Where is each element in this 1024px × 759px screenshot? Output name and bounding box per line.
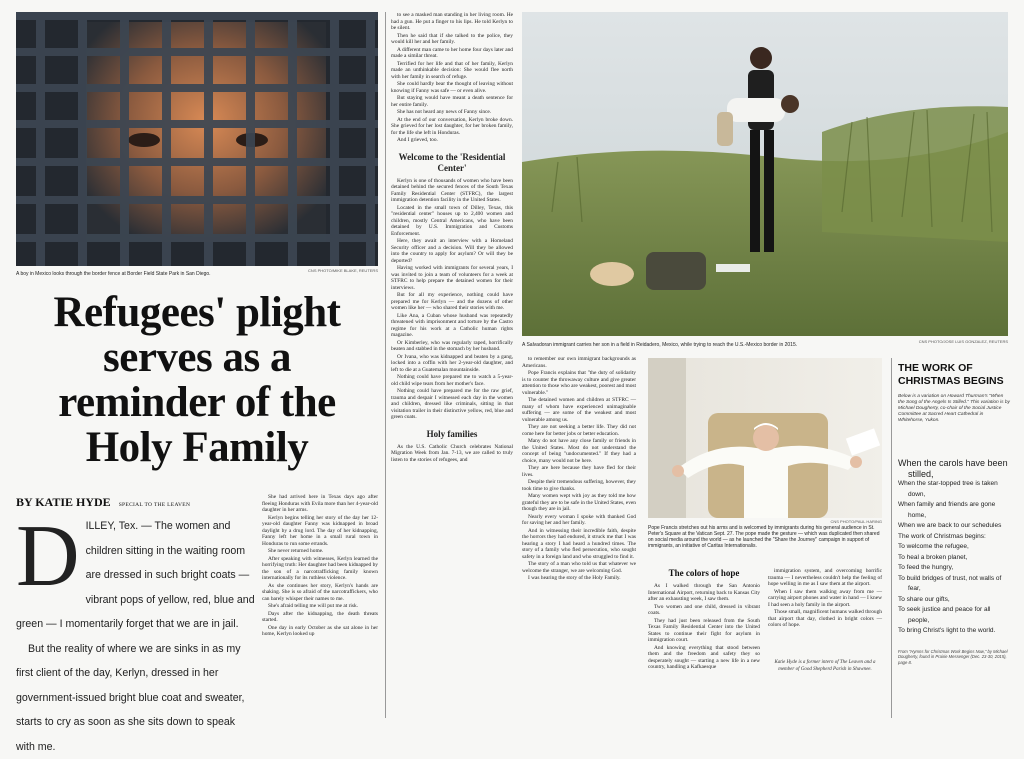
field-photo-image — [522, 12, 1008, 336]
lead-paragraph-2: But the reality of where we are sinks in as my first client of the day, Kerlyn, dressed in her government-issued bright blue coat and sweater, starts to cry as soon as she sits down to speak with me. — [16, 642, 245, 753]
sidebar-divider — [891, 358, 892, 718]
paragraph: I was hearing the story of the Holy Family. — [528, 575, 621, 581]
article-column-4 — [648, 583, 760, 713]
paragraph: immigration system, and overcoming horrific trauma — I nevertheless couldn't help the feeling of hope welling in me as I saw them at the airport. — [768, 568, 882, 587]
subhead-colors-of-hope: The colors of hope — [668, 568, 740, 578]
paragraph: Nearly every woman I spoke with thanked God for saving her and her family. — [522, 513, 636, 526]
pope-photo — [648, 358, 882, 518]
paragraph: She has not heard any news of Fanny since. — [397, 109, 492, 115]
poem-line: To seek justice and peace for all people, — [898, 606, 991, 624]
fence-photo-image — [16, 12, 378, 266]
fence-photo-credit: CNS PHOTO/MIKE BLAKE, REUTERS — [308, 268, 378, 273]
sidebar-intro: Below is a variation on Howard Thurman's "When the Song of the Angels Is Stilled." This variation is by Michael Dougherty, co-chair of the Social Justice Committee at Sacred Heart Cathedral in Whitehorse, Yukon. — [898, 394, 1010, 423]
paragraph: Or Ivana, who was kidnapped and beaten by a gang, locked into a coffin with her 2-year-old daughter, and left to die at a Guatemalan mountainside. — [391, 353, 513, 373]
fence-photo — [16, 12, 378, 266]
paragraph: And knowing everything that stood between them and the freedom and safety they so desperately sought — starting a new life in a new country, handling a Kafkaesque — [648, 644, 760, 670]
paragraph: to remember our own immigrant backgrounds as Americans. — [522, 356, 636, 369]
field-photo-credit: CNS PHOTO/JOSE LUIS GONZALEZ, REUTERS — [918, 339, 1008, 344]
poem-line: When we are back to our schedules — [898, 522, 1002, 529]
paragraph: They are here because they have fled for their lives. — [522, 465, 636, 478]
paragraph: But for all my experience, nothing could have prepared me for Kerlyn — and the dozens of other women like her — who shared their stories with me. — [391, 292, 513, 311]
paragraph: Then he said that if she talked to the police, they would kill her and her family. — [391, 32, 513, 45]
subhead-residential-center: Welcome to the 'Residential Center' — [398, 151, 506, 173]
byline-tag: SPECIAL TO THE LEAVEN — [118, 502, 191, 508]
poem-line: To welcome the refugee, — [898, 543, 969, 550]
column-divider — [385, 12, 386, 718]
field-photo — [522, 12, 1008, 336]
headline-line-3: reminder of the — [58, 379, 336, 426]
fence-photo-caption: A boy in Mexico looks through the border fence at Border Field State Park in San Diego. — [16, 271, 211, 277]
author-bio: Katie Hyde is a former intern of The Leaven and a member of Good Shepherd Parish in Shawnee. — [774, 660, 876, 672]
paragraph: They had just been released from the South Texas Family Residential Center into the United States to continue their fight for asylum in immigration court. — [648, 617, 760, 643]
headline-line-1: Refugees' plight — [53, 289, 341, 336]
paragraph: Days after the kidnapping, the death threats started. — [262, 610, 378, 623]
byline-author: BY KATIE HYDE — [16, 495, 111, 509]
paragraph: She could hardly bear the thought of leaving without knowing if Fanny was safe — or even alive. — [391, 81, 513, 94]
lead-paragraph-1: ILLEY, Tex. — The women and children sitting in the waiting room are dressed in such bright coats — vibrant pops of yellow, red, blue and green — I momentarily forget that we are in jail. — [16, 520, 255, 630]
paragraph: Many women wept with joy as they told me how grateful they are to be safe in the United States, even though they are in jail. — [522, 493, 636, 512]
article-column-5 — [768, 568, 882, 650]
poem-source: From "Hymns for Christmas Work Begins Now," by Michael Dougherty, found in Prairie Messenger (Dec. 23-30, 2015), page 8. — [898, 648, 1008, 665]
paragraph: After speaking with witnesses, Kerlyn learned the horrifying truth: Her daughter had been kidnapped by the son of a narcotrafficking family known internationally for its ruthless violence. — [262, 555, 378, 581]
paragraph: She's afraid telling me will put me at risk. — [268, 603, 359, 609]
paragraph: And in witnessing their incredible faith, despite the horrors they had endured, it struck me that I was hearing a story I had heard a hundred times. The story of a family who fled persecution, who sought safety in a foreign land and who struggled to find it. — [522, 527, 636, 560]
page-title — [16, 290, 378, 470]
paragraph: One day in early October as she sat alone in her home, Kerlyn looked up — [262, 624, 378, 637]
paragraph: She had arrived here in Texas days ago after fleeing Honduras with Evila more than her 4-year-old daughter in her arms. — [262, 494, 378, 513]
paragraph: to see a masked man standing in her living room. He had a gun. He put a finger to his lips. He told Kerlyn to be silent. — [391, 12, 513, 31]
poem — [898, 458, 1010, 637]
paragraph: As she continues her story, Kerlyn's hands are shaking. She is so afraid of the narcotraffickers, who can barely whisper their names to me. — [262, 582, 378, 602]
paragraph: As I walked through the San Antonio International Airport, returning back to Kansas City after an exhausting week, I saw them. — [648, 583, 760, 602]
paragraph: She never returned home. — [268, 548, 324, 554]
paragraph: Having worked with immigrants for several years, I was invited to join a team of volunteers for a week at STFRC to help prepare the detained women for their interviews. — [391, 265, 513, 291]
pope-photo-caption: Pope Francis stretches out his arms and is welcomed by immigrants during his general audience in St. Peter's Square at the Vatican Sept. 27. The pope made the gesture — which was duplicated then shared on social media around the world — as he launched the "Share the Journey" campaign in support of immigrants, an initiative of Caritas Internationalis. — [648, 525, 880, 549]
paragraph: At the end of our conversation, Kerlyn broke down. She grieved for her lost daughter, for her broken family, for the life she left in Honduras. — [391, 116, 513, 136]
paragraph: Many do not have any close family or friends in the United States. Most do not understand the concept of being "undocumented." If they had a choice, many would not be here. — [522, 438, 636, 464]
drop-cap: D — [16, 508, 80, 605]
lead-text — [16, 508, 256, 753]
poem-line: When the star-topped tree is taken down, — [898, 480, 998, 498]
paragraph: Pope Francis explains that "the duty of solidarity is to counter the throwaway culture and give greater attention to those who are weakest, poorest and most vulnerable." — [522, 370, 636, 396]
paragraph: And I grieved, too. — [397, 137, 438, 143]
paragraph: Like Ana, a Cuban whose husband was repeatedly threatened with imprisonment and torture by the Castro regime for his work at a Catholic human rights magazine. — [391, 312, 513, 338]
poem-line: To feed the hungry, — [898, 564, 954, 571]
poem-line: The work of Christmas begins: — [898, 532, 986, 540]
paragraph: But staying would have meant a death sentence for her entire family. — [391, 95, 513, 108]
poem-line: When the carols have been stilled, — [898, 458, 1008, 479]
headline-line-4: Holy Family — [85, 424, 309, 471]
paragraph: They are not seeking a better life. They did not come here for better jobs or better education. — [522, 424, 636, 437]
article-column-1 — [262, 494, 378, 720]
paragraph: Kerlyn begins telling her story of the day her 12-year-old daughter Fanny was kidnapped in broad daylight by a drug lord. The day of her kidnapping, Fanny left her home in a small rural town in Honduras to run some errands. — [262, 514, 378, 547]
paragraph: Terrified for her life and that of her family, Kerlyn made an unthinkable decision: She would flee north with her family in search of refuge. — [391, 60, 513, 80]
article-column-3 — [522, 356, 636, 718]
paragraph: As the U.S. Catholic Church celebrates National Migration Week from Jan. 7-13, we are called to truly listen to the stories of refugees, and — [391, 443, 513, 463]
paragraph: Kerlyn is one of thousands of women who have been detained behind the secured fences of the South Texas Family Residential Center (STFRC), the largest immigration detention facility in the United States. — [391, 177, 513, 203]
paragraph: Those small, magnificent humans walked through that airport that day, clothed in bright colors — colors of hope. — [768, 609, 882, 628]
paragraph: Or Kimberley, who was regularly raped, horrifically beaten and stabbed in the stomach by her husband. — [391, 339, 513, 352]
paragraph: Here, they await an interview with a Homeland Security officer and a decision. Will they be allowed into the country to apply for asylum? Or will they be deported? — [391, 238, 513, 264]
poem-line: To share our gifts, — [898, 595, 950, 603]
paragraph: Nothing could have prepared me for the raw grief, trauma and despair I witnessed each day in the women and children, dressed like criminals, sitting in that visitation trailer in their distinctive yellow, red, blue and green coats. — [391, 388, 513, 420]
paragraph: Two women and one child, dressed in vibrant coats. — [648, 603, 760, 616]
pope-photo-image — [648, 358, 882, 518]
paragraph: When I saw them walking away from me — carrying airport phones and water in hand — I knew I had seen a holy family in the airport. — [768, 588, 882, 608]
colors-of-hope-section — [648, 568, 760, 718]
sidebar-title: THE WORK OF CHRISTMAS BEGINS — [898, 362, 1004, 387]
poem-line: When family and friends are gone home, — [898, 501, 996, 519]
paragraph: A different man came to her home four days later and made a similar threat. — [391, 46, 513, 59]
paragraph: The detained women and children at STFRC — many of whom have experienced unimaginable suffering — are some of the weakest and most vulnerable among us. — [522, 397, 636, 423]
subhead-holy-families: Holy families — [426, 428, 478, 439]
pope-photo-credit: CNS PHOTO/PAUL HARING — [830, 519, 882, 524]
paragraph: Nothing could have prepared me to watch a 5-year-old child wipe tears from her mother's face. — [391, 374, 513, 387]
poem-line: To bring Christ's light to the world. — [898, 627, 996, 634]
poem-line: To heal a broken planet, — [898, 553, 968, 561]
paragraph: Located in the small town of Dilley, Texas, this "residential center" houses up to 2,400 women and children, mostly Central Americans, who have been detained by U.S. Immigration and Customs Enforcement. — [391, 204, 513, 237]
poem-line: To build bridges of trust, not walls of fear, — [898, 574, 1002, 592]
sidebar — [898, 362, 1010, 718]
paragraph: The story of a man who told us that whatever we welcome the stranger, we are welcoming God. — [522, 561, 636, 574]
article-column-2 — [391, 12, 513, 718]
field-photo-caption: A Salvadoran immigrant carries her son in a field in Reidadero, Mexico, while trying to reach the U.S.-Mexico border in 2015. — [522, 342, 798, 348]
paragraph: Despite their tremendous suffering, however, they took time to give thanks. — [522, 479, 636, 492]
headline-line-2: serves as a — [103, 334, 291, 381]
